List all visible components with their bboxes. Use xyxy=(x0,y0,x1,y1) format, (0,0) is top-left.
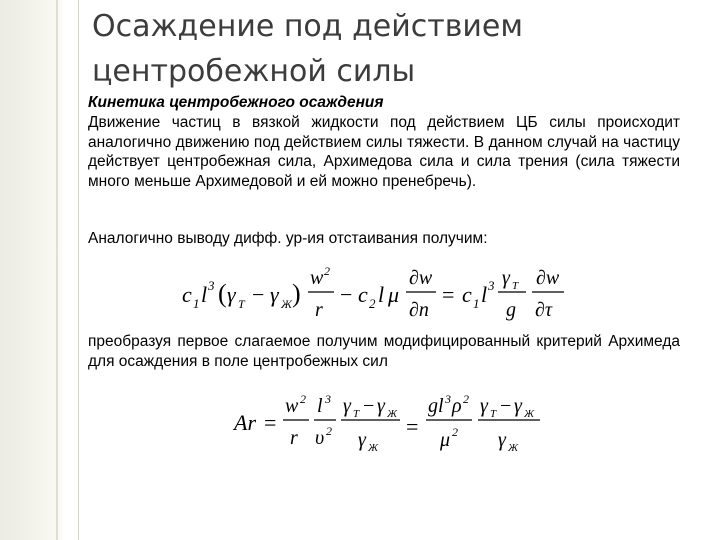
body-paragraph-3: преобразуя первое слагаемое получим модифицированный критерий Архимеда для осаждения в поле центробежных сил xyxy=(88,333,680,370)
f2-exp-gl: 3 xyxy=(445,392,451,406)
f1-c2: c xyxy=(358,282,368,307)
f2-minus-2: − xyxy=(500,395,512,417)
f1-lb: l xyxy=(481,282,488,307)
f1-sub-t-num: T xyxy=(512,280,519,292)
f2-equals-2: = xyxy=(406,414,419,439)
f1-sub-t: T xyxy=(238,297,245,311)
f1-exp3: 3 xyxy=(208,278,215,293)
f2-sub-zh-den-2: Ж xyxy=(508,442,519,454)
f2-nu: υ xyxy=(315,427,325,449)
f2-sub-zh: Ж xyxy=(387,408,398,420)
f1-minus: − xyxy=(252,282,265,307)
f2-gamma-zh-2: γ xyxy=(514,395,522,417)
f1-g: g xyxy=(506,299,516,321)
f2-sub-t: T xyxy=(353,408,360,420)
f2-minus: − xyxy=(363,395,375,417)
f1-dw2: ∂w xyxy=(536,267,560,289)
f1-c1: c xyxy=(182,282,192,307)
f2-sub-zh-2: Ж xyxy=(524,408,535,420)
f2-exp-w: 2 xyxy=(300,392,306,406)
f2-exp-rho: 2 xyxy=(463,392,469,406)
f1-r: r xyxy=(315,299,323,321)
f1-mu: μ xyxy=(388,282,400,307)
f2-gamma-t: γ xyxy=(343,395,351,417)
f1-minus-2: − xyxy=(340,282,353,307)
f2-mu: μ xyxy=(440,429,451,451)
f2-equals-1: = xyxy=(264,410,277,435)
f1-l-mid: l xyxy=(378,282,385,307)
f2-gl: gl xyxy=(428,395,444,417)
f2-l: l xyxy=(317,395,323,417)
f1-c1b: c xyxy=(462,282,472,307)
differential-equation-formula xyxy=(180,262,580,328)
f2-r: r xyxy=(290,427,298,449)
f2-sub-t-2: T xyxy=(490,408,497,420)
f2-exp-nu: 2 xyxy=(326,424,332,438)
f1-exp2: 2 xyxy=(324,264,330,278)
f1-dw: ∂w xyxy=(409,267,433,289)
archimedes-criterion-formula xyxy=(230,390,570,462)
decorative-side-strip xyxy=(0,0,62,540)
f2-w: w xyxy=(285,395,299,417)
f2-exp-mu: 2 xyxy=(452,425,458,439)
body-paragraph-1: Движение частиц в вязкой жидкости под действием ЦБ силы происходит аналогично движению под действием силы тяжести. В данном случай на частицу действует центробежная сила, Архимедова сила и сила трения (сила тяжести много меньше Архимедовой и ей можно пренебречь). xyxy=(88,114,680,191)
slide-title: Осаждение под действием центробежной силы xyxy=(92,9,524,89)
f1-equals: = xyxy=(442,282,455,307)
f1-dn: ∂n xyxy=(409,299,429,321)
f2-rho: ρ xyxy=(452,395,462,417)
f1-gamma-t: γ xyxy=(227,282,236,307)
f2-gamma-zh: γ xyxy=(377,395,385,417)
f1-paren-open: ( xyxy=(218,279,227,308)
f1-paren-close: ) xyxy=(292,279,301,308)
f1-sub1: 1 xyxy=(193,296,200,311)
f1-sub1b: 1 xyxy=(473,296,480,311)
f1-exp3b: 3 xyxy=(488,278,495,293)
vertical-divider xyxy=(78,0,79,540)
f2-exp-l: 3 xyxy=(325,392,331,406)
f1-gamma-zh: γ xyxy=(270,282,279,307)
f2-gamma-zh-den-2: γ xyxy=(498,429,506,451)
f1-l: l xyxy=(201,282,208,307)
f2-sub-zh-den: Ж xyxy=(368,442,379,454)
f2-ar: Ar xyxy=(234,410,256,435)
f1-dtau: ∂τ xyxy=(535,299,553,321)
f1-sub-zh: Ж xyxy=(281,297,292,311)
f1-w: w xyxy=(310,267,324,289)
body-paragraph-2: Аналогично выводу дифф. ур-ия отстаивания получим: xyxy=(88,230,488,247)
slide-subtitle: Кинетика центробежного осаждения xyxy=(88,94,384,111)
f2-gamma-t-2: γ xyxy=(480,395,488,417)
f1-gamma-t-num: γ xyxy=(502,267,510,289)
f1-sub2: 2 xyxy=(369,296,376,311)
f2-gamma-zh-den: γ xyxy=(358,429,366,451)
